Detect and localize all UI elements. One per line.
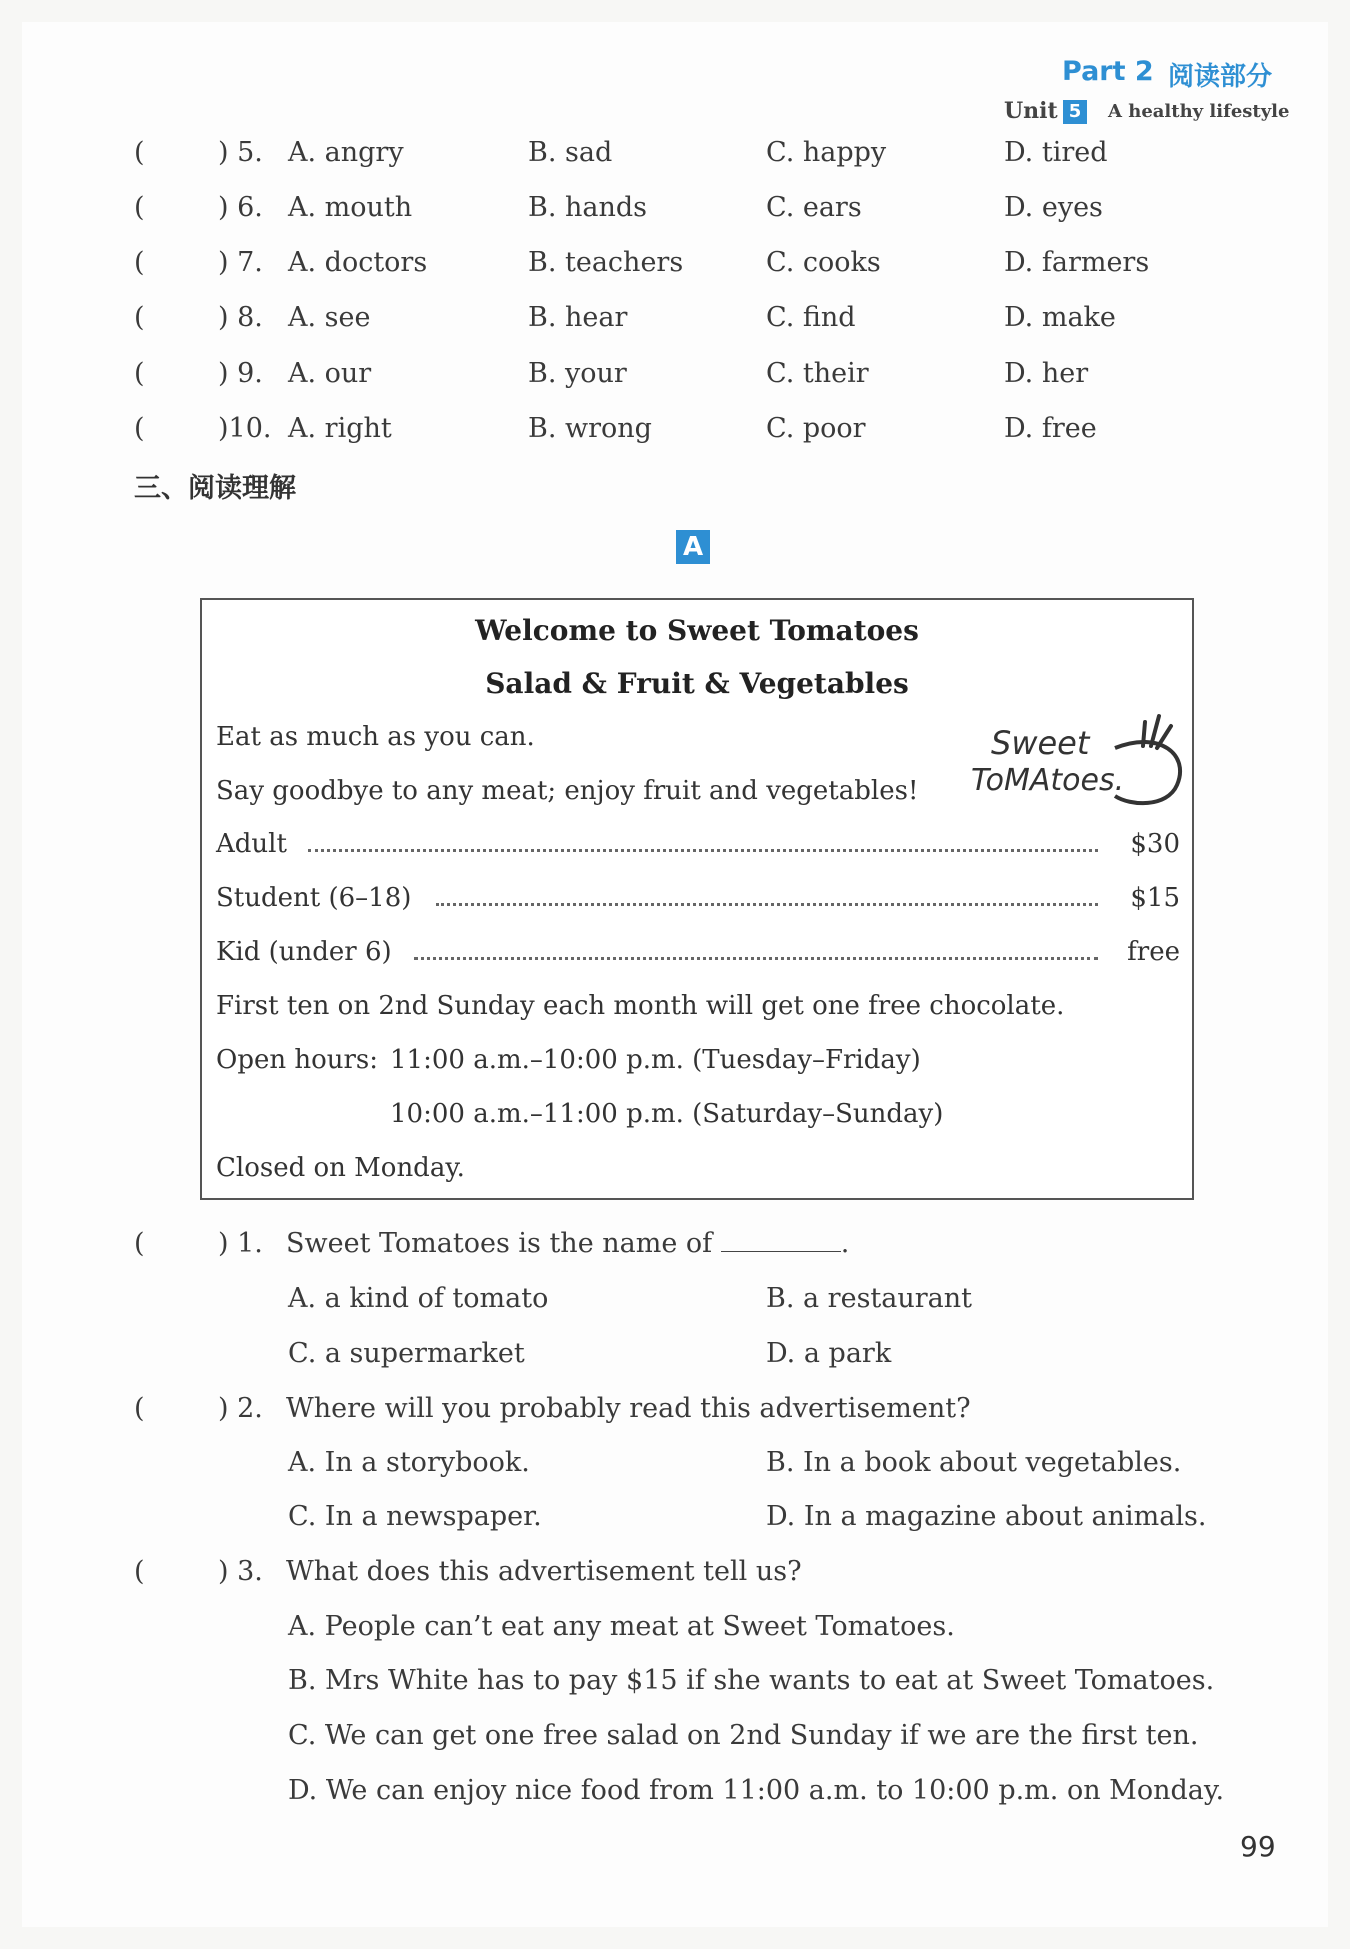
answer-paren-open[interactable]: (	[134, 247, 145, 278]
option-c: C. ears	[766, 192, 862, 223]
part-label: Part 2	[1062, 56, 1154, 87]
question-number: )10.	[218, 413, 272, 444]
option-c: C. We can get one free salad on 2nd Sunday if we are the first ten.	[288, 1720, 1199, 1751]
option-d: D. eyes	[1004, 192, 1103, 223]
option-b: B. hear	[528, 302, 628, 333]
price-label-student: Student (6–18)	[216, 883, 412, 913]
open-hours-weekday: 11:00 a.m.–10:00 p.m. (Tuesday–Friday)	[390, 1045, 921, 1075]
ad-line-goodbye: Say goodbye to any meat; enjoy fruit and vegetables!	[216, 776, 919, 806]
option-d: D. tired	[1004, 137, 1108, 168]
unit-topic: A healthy lifestyle	[1108, 101, 1290, 122]
ad-title: Welcome to Sweet Tomatoes	[475, 614, 919, 647]
option-a: A. doctors	[288, 247, 428, 278]
option-c: C. cooks	[766, 247, 881, 278]
question-stem: What does this advertisement tell us?	[286, 1556, 802, 1587]
question-number: ) 9.	[218, 358, 263, 389]
option-b: B. your	[528, 358, 627, 389]
option-a: A. mouth	[288, 192, 413, 223]
passage-label-badge: A	[676, 530, 710, 564]
option-b: B. wrong	[528, 413, 652, 444]
price-value-student: $15	[1130, 883, 1180, 913]
unit-number-badge: 5	[1063, 100, 1087, 124]
answer-paren-open[interactable]: (	[134, 137, 145, 168]
answer-paren-open[interactable]: (	[134, 413, 145, 444]
option-d: D. We can enjoy nice food from 11:00 a.m. to 10:00 p.m. on Monday.	[288, 1775, 1225, 1806]
option-d: D. In a magazine about animals.	[766, 1501, 1207, 1532]
tomato-logo-icon	[965, 710, 1195, 810]
option-d: D. farmers	[1004, 247, 1150, 278]
option-a: A. People can’t eat any meat at Sweet Tomatoes.	[288, 1611, 955, 1642]
ad-line-chocolate: First ten on 2nd Sunday each month will get one free chocolate.	[216, 991, 1065, 1021]
question-number: ) 8.	[218, 302, 263, 333]
question-stem: Sweet Tomatoes is the name of .	[286, 1228, 850, 1259]
option-b: B. sad	[528, 137, 613, 168]
question-number: ) 6.	[218, 192, 263, 223]
answer-paren-open[interactable]: (	[134, 1393, 145, 1424]
option-c: C. poor	[766, 413, 866, 444]
answer-paren-open[interactable]: (	[134, 358, 145, 389]
question-number: ) 5.	[218, 137, 263, 168]
open-hours-label: Open hours:	[216, 1045, 379, 1075]
option-b: B. Mrs White has to pay $15 if she wants to eat at Sweet Tomatoes.	[288, 1665, 1215, 1696]
answer-paren-open[interactable]: (	[134, 1556, 145, 1587]
ad-subtitle: Salad & Fruit & Vegetables	[485, 667, 909, 700]
option-c: C. find	[766, 302, 856, 333]
price-label-kid: Kid (under 6)	[216, 937, 392, 967]
option-a: A. a kind of tomato	[288, 1283, 549, 1314]
question-number: ) 3.	[218, 1556, 263, 1587]
option-d: D. free	[1004, 413, 1097, 444]
option-a: A. angry	[288, 137, 404, 168]
option-d: D. her	[1004, 358, 1089, 389]
price-label-adult: Adult	[216, 829, 287, 859]
answer-paren-open[interactable]: (	[134, 302, 145, 333]
ad-line-eat: Eat as much as you can.	[216, 722, 535, 752]
price-value-adult: $30	[1130, 829, 1180, 859]
dotted-leader	[308, 849, 1098, 852]
option-c: C. a supermarket	[288, 1338, 525, 1369]
open-hours-weekend: 10:00 a.m.–11:00 p.m. (Saturday–Sunday)	[390, 1099, 944, 1129]
sweet-tomatoes-logo	[965, 710, 1195, 810]
part-cn-label: 阅读部分	[1168, 62, 1273, 92]
answer-blank[interactable]	[721, 1229, 841, 1252]
page-number: 99	[1240, 1830, 1276, 1863]
question-number: ) 7.	[218, 247, 263, 278]
option-d: D. make	[1004, 302, 1116, 333]
question-stem: Where will you probably read this advertisement?	[286, 1393, 971, 1424]
option-d: D. a park	[766, 1338, 892, 1369]
logo-text-sweet: Sweet	[991, 724, 1090, 762]
option-a: A. our	[288, 358, 372, 389]
logo-text-tomatoes: ToMAtoes.	[971, 763, 1125, 798]
option-b: B. hands	[528, 192, 648, 223]
option-a: A. see	[288, 302, 371, 333]
option-c: C. their	[766, 358, 869, 389]
question-number: ) 1.	[218, 1228, 263, 1259]
option-c: C. happy	[766, 137, 887, 168]
advertisement-box	[200, 598, 1194, 1200]
option-a: A. right	[288, 413, 392, 444]
answer-paren-open[interactable]: (	[134, 192, 145, 223]
option-b: B. teachers	[528, 247, 684, 278]
dotted-leader	[414, 957, 1098, 960]
price-value-kid: free	[1127, 937, 1180, 967]
option-b: B. In a book about vegetables.	[766, 1447, 1182, 1478]
closed-day: Closed on Monday.	[216, 1153, 465, 1183]
section-title: 三、阅读理解	[134, 473, 296, 504]
answer-paren-open[interactable]: (	[134, 1228, 145, 1259]
option-c: C. In a newspaper.	[288, 1501, 542, 1532]
option-b: B. a restaurant	[766, 1283, 973, 1314]
question-number: ) 2.	[218, 1393, 263, 1424]
option-a: A. In a storybook.	[288, 1447, 530, 1478]
dotted-leader	[436, 903, 1098, 906]
unit-label: Unit	[1004, 98, 1058, 124]
